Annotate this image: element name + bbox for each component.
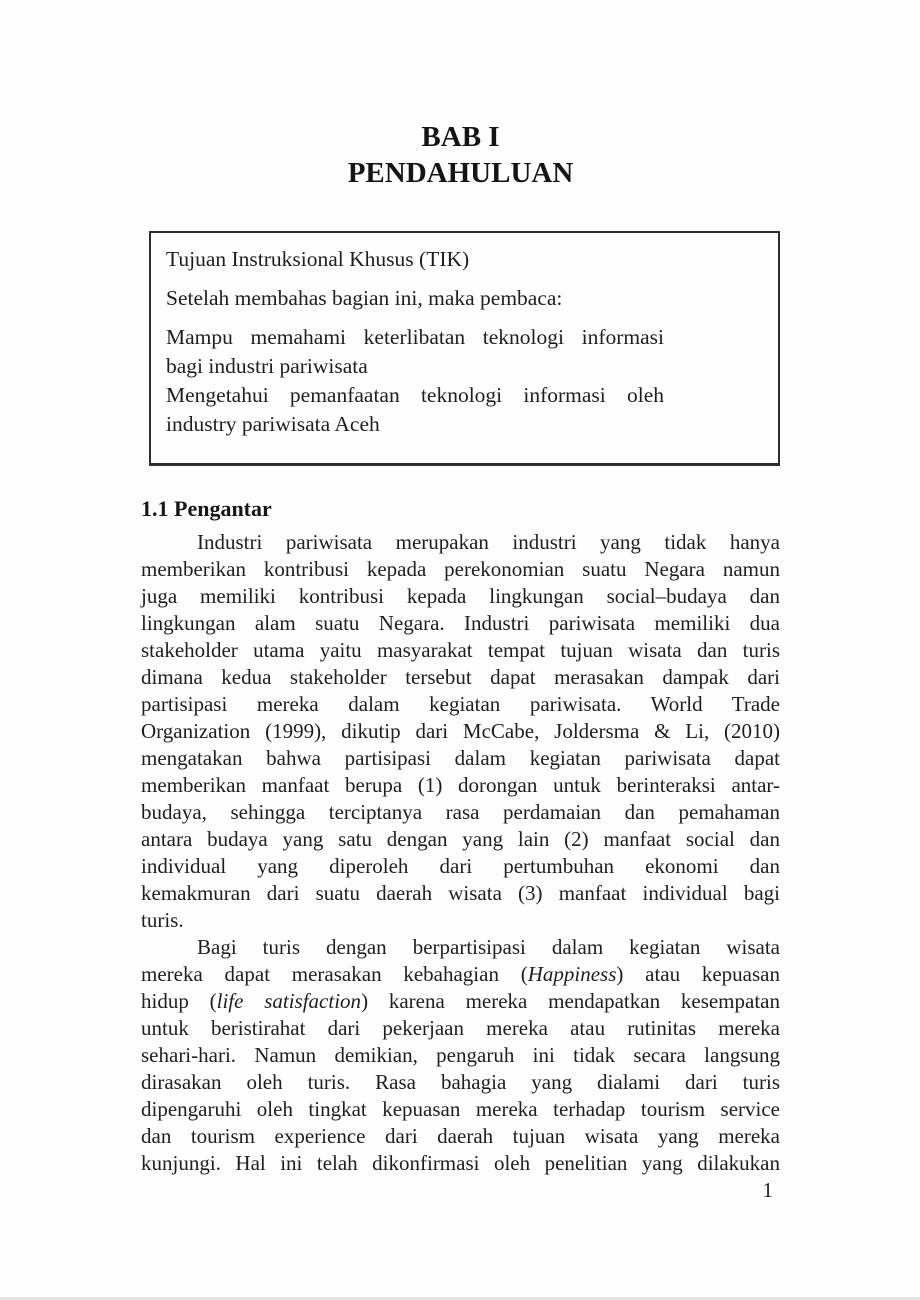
chapter-title-line2: PENDAHULUAN (347, 157, 574, 189)
body-text-line: Organization (1999), dikutip dari McCabe, Joldersma & Li, (2010) (141, 719, 780, 743)
body-text-line: antara budaya yang satu dengan yang lain (2) manfaat social dan (141, 827, 780, 851)
body-text-line: mengatakan bahwa partisipasi dalam kegiatan pariwisata dapat (141, 746, 780, 770)
body-text-line (141, 988, 780, 1015)
body-text-line: individual yang diperoleh dari pertumbuhan ekonomi dan (141, 854, 780, 878)
chapter-title (141, 119, 780, 191)
page-content-column (141, 0, 780, 1177)
tik-box (149, 231, 780, 466)
body-text-line: memberikan kontribusi kepada perekonomian suatu Negara namun (141, 557, 780, 581)
body-text-line: stakeholder utama yaitu masyarakat tempat tujuan wisata dan turis (141, 638, 780, 662)
body-text-line: juga memiliki kontribusi kepada lingkungan social–budaya dan (141, 584, 780, 608)
paragraph-2 (141, 934, 780, 1177)
paragraph-1 (141, 529, 780, 934)
body-text-line: Industri pariwisata merupakan industri yang tidak hanya (197, 530, 780, 554)
text-segment: hidup ( (141, 989, 217, 1013)
body-text-line: dan tourism experience dari daerah tujuan wisata yang mereka (141, 1124, 780, 1148)
italic-term-happiness: Happiness (527, 962, 617, 986)
body-text-line: turis. (141, 908, 184, 932)
body-text-line: dimana kedua stakeholder tersebut dapat merasakan dampak dari (141, 665, 780, 689)
chapter-title-line1: BAB I (421, 121, 500, 153)
page-number: 1 (762, 1178, 773, 1202)
tik-objective-1 (166, 323, 764, 381)
body-text-line: kunjungi. Hal ini telah dikonfirmasi oleh penelitian yang dilakukan (141, 1151, 780, 1175)
tik-objective-2-line2: industry pariwisata Aceh (166, 412, 380, 436)
body-text-line (141, 961, 780, 988)
tik-objective-2-line1: Mengetahui pemanfaatan teknologi informasi oleh (166, 383, 664, 407)
text-segment: mereka dapat merasakan kebahagian ( (141, 962, 528, 986)
tik-objective-1-line1: Mampu memahami keterlibatan teknologi informasi (166, 325, 664, 349)
body-text-line: sehari-hari. Namun demikian, pengaruh ini tidak secara langsung (141, 1043, 780, 1067)
body-text-line: partisipasi mereka dalam kegiatan pariwisata. World Trade (141, 692, 780, 716)
text-segment: ) karena mereka mendapatkan kesempatan (361, 989, 780, 1013)
tik-box-intro: Setelah membahas bagian ini, maka pembaca: (166, 286, 563, 310)
tik-objective-1-line2: bagi industri pariwisata (166, 354, 368, 378)
tik-objective-2 (166, 381, 764, 439)
body-text-line: dirasakan oleh turis. Rasa bahagia yang dialami dari turis (141, 1070, 780, 1094)
body-text-line: lingkungan alam suatu Negara. Industri pariwisata memiliki dua (141, 611, 780, 635)
body-text-line: dipengaruhi oleh tingkat kepuasan mereka terhadap tourism service (141, 1097, 780, 1121)
tik-box-heading: Tujuan Instruksional Khusus (TIK) (166, 247, 470, 271)
section-heading: 1.1 Pengantar (141, 496, 272, 521)
body-text-line: kemakmuran dari suatu daerah wisata (3) manfaat individual bagi (141, 881, 780, 905)
body-text-line: memberikan manfaat berupa (1) dorongan untuk berinteraksi antar- (141, 773, 780, 797)
text-segment: ) atau kepuasan (616, 962, 780, 986)
body-text-line: Bagi turis dengan berpartisipasi dalam kegiatan wisata (197, 935, 780, 959)
body-text-line: budaya, sehingga terciptanya rasa perdamaian dan pemahaman (141, 800, 780, 824)
italic-term-life-satisfaction: life satisfaction (216, 989, 362, 1013)
body-text-line: untuk beristirahat dari pekerjaan mereka atau rutinitas mereka (141, 1016, 780, 1040)
